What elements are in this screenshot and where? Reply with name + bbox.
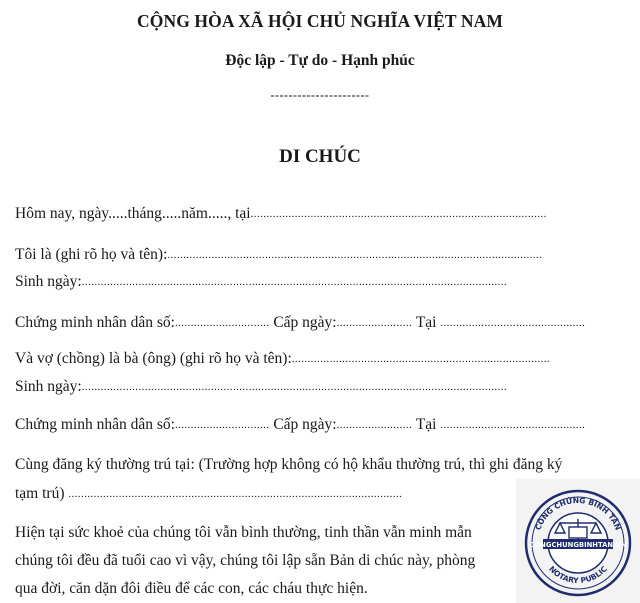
spouse-birthdate-blank: ....................................................................................................................................... bbox=[81, 381, 507, 393]
motto-heading: Độc lập - Tự do - Hạnh phúc bbox=[225, 52, 415, 69]
spouse-birthdate-label: Sinh ngày: bbox=[15, 378, 82, 395]
seal-bottom-text: NOTARY PUBLIC bbox=[547, 564, 609, 586]
spouse-issue-date-label: Cấp ngày: bbox=[269, 416, 337, 433]
residence-line: Cùng đăng ký thường trú tại: (Trường hợp không có hộ khẩu thường trú, thì ghi đăng ký bbox=[15, 456, 563, 473]
temporary-residence-blank: .......................................................................................................... bbox=[68, 488, 403, 500]
spouse-name-line bbox=[15, 350, 550, 368]
paragraph-line-3: qua đời, căn dặn đôi điều để các con, các cháu thực hiện. bbox=[15, 580, 368, 597]
notary-seal bbox=[516, 479, 640, 603]
testator-name-label: Tôi là (ghi rõ họ và tên): bbox=[15, 246, 168, 263]
spouse-issue-place-label: Tại bbox=[412, 416, 441, 433]
spouse-id-line bbox=[15, 416, 585, 434]
spouse-issue-date-blank: ........................ bbox=[336, 419, 413, 431]
date-place-label: Hôm nay, ngày.....tháng.....năm....., tại bbox=[15, 205, 251, 222]
spouse-birthdate-line bbox=[15, 378, 507, 396]
seal-website: CONGCHUNGBINHTAN.VN bbox=[529, 541, 627, 549]
heading-divider: ---------------------- bbox=[270, 88, 370, 102]
spouse-id-number-label: Chứng minh nhân dân số: bbox=[15, 416, 175, 433]
paragraph-line-1: Hiện tại sức khoẻ của chúng tôi vẫn bình thường, tinh thần vẫn minh mẫn bbox=[15, 524, 472, 541]
spouse-id-number-blank: .............................. bbox=[174, 419, 270, 431]
temporary-residence-line bbox=[15, 485, 402, 503]
spouse-name-label: Và vợ (chồng) là bà (ông) (ghi rõ họ và tên): bbox=[15, 350, 292, 367]
issue-place-blank: .............................................. bbox=[440, 317, 586, 329]
notary-seal-icon bbox=[516, 479, 640, 603]
seal-top-text: CÔNG CHỨNG BÌNH TÂN bbox=[533, 495, 623, 532]
temporary-residence-label: tạm trú) bbox=[15, 485, 65, 502]
issue-date-blank: ........................ bbox=[336, 317, 413, 329]
testator-name-line bbox=[15, 246, 542, 264]
id-number-label: Chứng minh nhân dân số: bbox=[15, 314, 175, 331]
document-title: DI CHÚC bbox=[279, 146, 361, 167]
testator-birthdate-line bbox=[15, 273, 507, 291]
testator-id-line bbox=[15, 314, 585, 332]
paragraph-line-2: chúng tôi đều đã tuổi cao vì vậy, chúng tôi lập sẵn Bản di chúc này, phòng bbox=[15, 552, 476, 569]
country-heading: CỘNG HÒA XÃ HỘI CHỦ NGHĨA VIỆT NAM bbox=[137, 11, 503, 31]
testator-name-blank: ....................................................................................................................... bbox=[167, 249, 543, 261]
testator-birthdate-blank: ....................................................................................................................................... bbox=[81, 276, 507, 288]
issue-place-label: Tại bbox=[412, 314, 441, 331]
issue-date-label: Cấp ngày: bbox=[269, 314, 337, 331]
date-place-blank: .............................................................................................. bbox=[250, 208, 547, 220]
spouse-name-blank: .................................................................................. bbox=[291, 353, 551, 365]
testator-birthdate-label: Sinh ngày: bbox=[15, 273, 82, 290]
id-number-blank: .............................. bbox=[174, 317, 270, 329]
spouse-issue-place-blank: .............................................. bbox=[440, 419, 586, 431]
date-place-line bbox=[15, 205, 547, 223]
